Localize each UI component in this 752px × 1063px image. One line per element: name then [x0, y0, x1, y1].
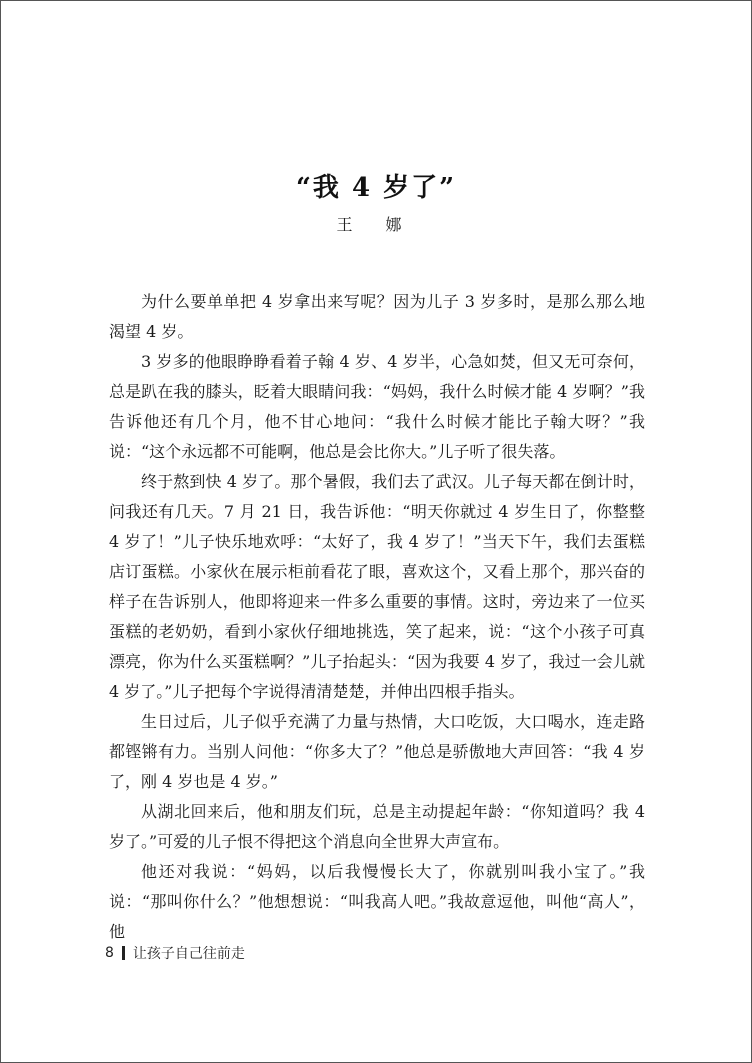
article-title: “我 4 岁了”: [295, 173, 457, 203]
paragraph: 3 岁多的他眼睁睁看着子翰 4 岁、4 岁半，心急如焚，但又无可奈何，总是趴在我的膝头，眨着大眼睛问我：“妈妈，我什么时候才能 4 岁啊？”我告诉他还有几个月，他不甘心地问：“我什么时候才能比子翰大呀？”我说：“这个永远都不可能啊，他总是会比你大。”儿子听了很失落。: [109, 352, 645, 461]
article-author: 王 娜: [336, 215, 416, 234]
page-number: 8: [105, 945, 114, 961]
paragraph: 终于熬到快 4 岁了。那个暑假，我们去了武汉。儿子每天都在倒计时，问我还有几天。7 月 21 日，我告诉他：“明天你就过 4 岁生日了，你整整 4 岁了！”儿子快乐地欢呼：“太好了，我 4 岁了！”当天下午，我们去蛋糕店订蛋糕。小家伙在展示柜前看花了眼，喜欢这个，又看上那个，那兴奋的样子在告诉别人，他即将迎来一件多么重要的事情。这时，旁边来了一位买蛋糕的老奶奶，看到小家伙仔细地挑选，笑了起来，说：“这个小孩子可真漂亮，你为什么买蛋糕啊？”儿子抬起头：“因为我要 4 岁了，我过一会儿就 4 岁了。”儿子把每个字说得清清楚楚，并伸出四根手指头。: [109, 472, 645, 701]
paragraph: 为什么要单单把 4 岁拿出来写呢？因为儿子 3 岁多时，是那么那么地渴望 4 岁。: [109, 292, 645, 341]
book-title: 让孩子自己往前走: [132, 946, 245, 962]
page-footer: [105, 943, 245, 963]
article-body: [109, 287, 645, 947]
paragraph: 从湖北回来后，他和朋友们玩，总是主动提起年龄：“你知道吗？我 4 岁了。”可爱的儿子恨不得把这个消息向全世界大声宣布。: [109, 802, 645, 851]
paragraph: 他还对我说：“妈妈，以后我慢慢长大了，你就别叫我小宝了。”我说：“那叫你什么？”他想想说：“叫我高人吧。”我故意逗他，叫他“高人”，他: [109, 862, 645, 941]
footer-separator: [122, 946, 125, 960]
paragraph: 生日过后，儿子似乎充满了力量与热情，大口吃饭，大口喝水，连走路都铿锵有力。当别人问他：“你多大了？”他总是骄傲地大声回答：“我 4 岁了，刚 4 岁也是 4 岁。”: [109, 712, 645, 791]
